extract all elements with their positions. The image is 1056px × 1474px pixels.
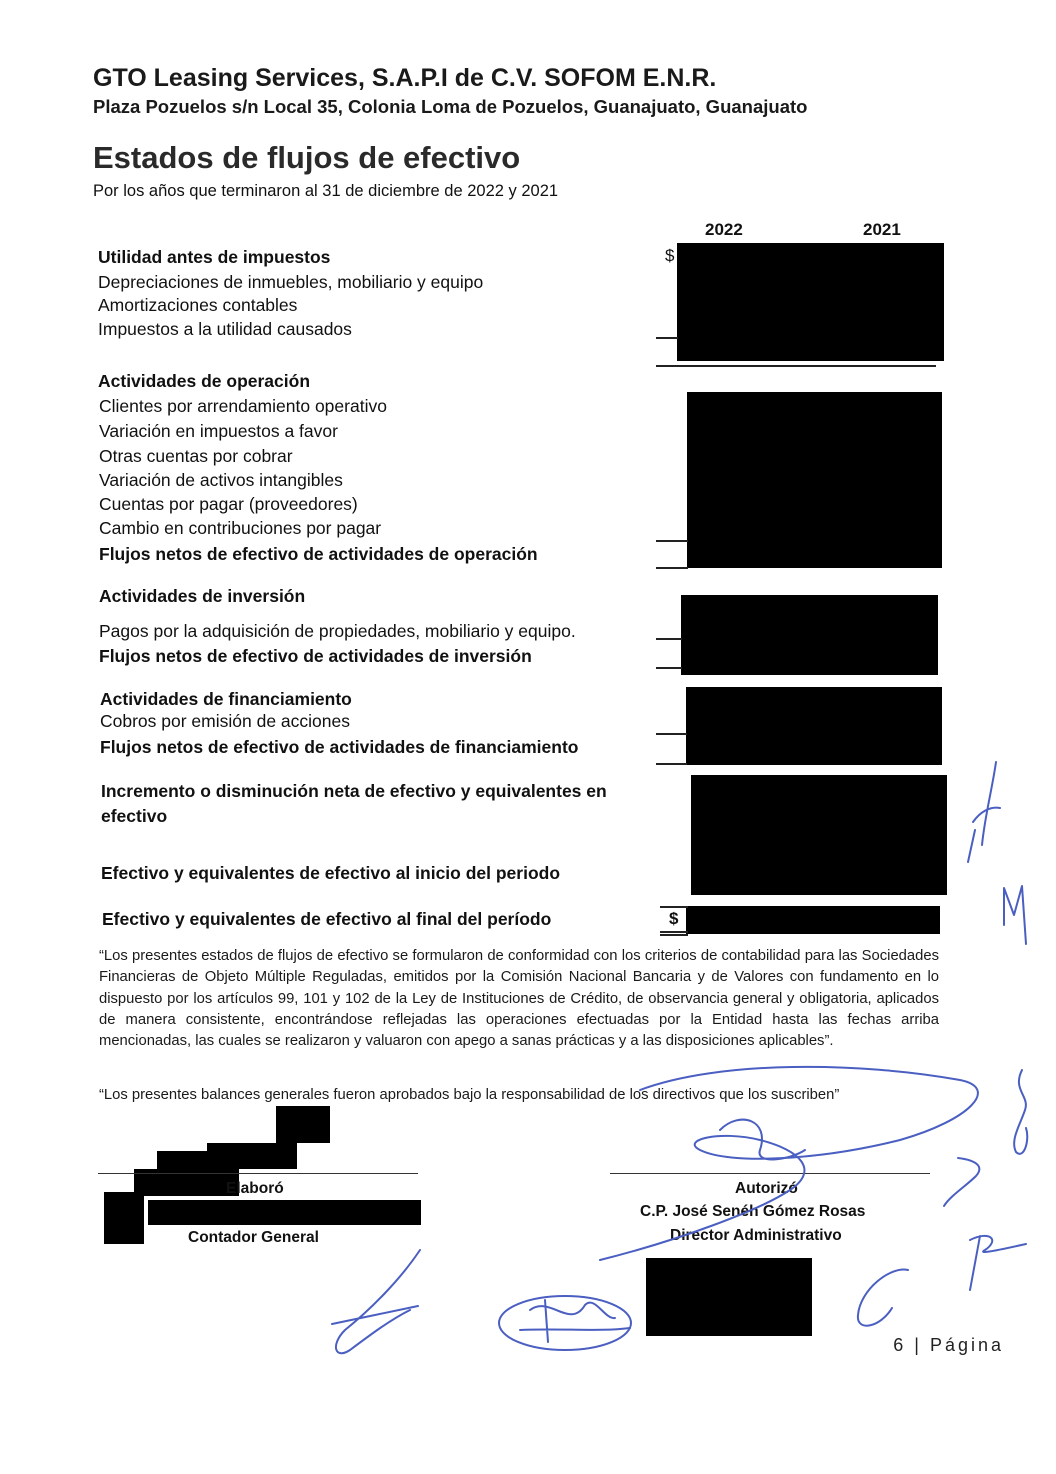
row-impuestos-causados: Impuestos a la utilidad causados	[98, 319, 352, 339]
row-cobros-acciones: Cobros por emisión de acciones	[100, 711, 350, 731]
currency-symbol-top: $	[665, 246, 675, 265]
title-director-administrativo: Director Administrativo	[670, 1227, 842, 1244]
role-autorizo: Autorizó	[735, 1180, 798, 1197]
role-elaboro: Elaboró	[226, 1180, 284, 1197]
row-incremento-line1: Incremento o disminución neta de efectivo y equivalentes en	[101, 781, 607, 801]
bottom-signature-1	[332, 1250, 420, 1353]
margin-initial-4	[944, 1158, 979, 1206]
row-flujos-inversion: Flujos netos de efectivo de actividades de inversión	[99, 646, 532, 666]
row-efectivo-final: Efectivo y equivalentes de efectivo al final del período	[102, 909, 552, 929]
margin-initial-2	[1004, 886, 1026, 944]
heading-financiamiento: Actividades de financiamiento	[100, 689, 352, 709]
authorizer-signature	[600, 1067, 978, 1260]
heading-inversion: Actividades de inversión	[99, 586, 306, 606]
row-incremento-line2: efectivo	[101, 806, 168, 826]
row-efectivo-inicio: Efectivo y equivalentes de efectivo al inicio del periodo	[101, 863, 561, 883]
statement-subtitle: Por los años que terminaron al 31 de diciembre de 2022 y 2021	[93, 182, 559, 200]
row-contribuciones: Cambio en contribuciones por pagar	[99, 518, 382, 538]
row-flujos-financiamiento: Flujos netos de efectivo de actividades de financiamiento	[100, 737, 579, 757]
year-2022-header: 2022	[705, 220, 743, 239]
approval-note: “Los presentes balances generales fueron aprobados bajo la responsabilidad de los directivos que los suscriben”	[99, 1087, 840, 1103]
title-contador-general: Contador General	[188, 1229, 319, 1246]
margin-initial-1	[968, 762, 1000, 862]
margin-initial-5	[970, 1236, 1026, 1290]
legal-note-paragraph: “Los presentes estados de flujos de efectivo se formularon de conformidad con los criterios de contabilidad para las Sociedades Financieras de Objeto Múltiple Reguladas, emitidos por la Comisión Nacional Bancaria y de Valores con fundamento en lo dispuesto por los artículos 99, 101 y 102 de la Ley de Instituciones de Crédito, de observancia general y obligatoria, aplicados de manera consistente, encontrándose reflejadas las operaciones efectuadas por la Entidad hasta las fechas arriba mencionadas, las cuales se realizaron y valuaron con apego a sanas prácticas y a las disposiciones aplicables”.	[99, 948, 939, 1050]
row-impuestos-favor: Variación en impuestos a favor	[99, 421, 338, 441]
row-pagos-adquisicion: Pagos por la adquisición de propiedades, mobiliario y equipo.	[99, 621, 576, 641]
bottom-signature-2	[499, 1296, 631, 1350]
row-amortizaciones: Amortizaciones contables	[98, 295, 298, 315]
page-number: 6 | Página	[893, 1335, 1004, 1355]
row-intangibles: Variación de activos intangibles	[99, 470, 343, 490]
row-flujos-operacion: Flujos netos de efectivo de actividades de operación	[99, 544, 538, 564]
row-proveedores: Cuentas por pagar (proveedores)	[99, 494, 358, 514]
margin-initial-6	[858, 1270, 908, 1326]
signer-name: C.P. José Senéh Gómez Rosas	[640, 1203, 866, 1220]
row-depreciaciones: Depreciaciones de inmuebles, mobiliario y equipo	[98, 272, 484, 292]
currency-symbol-final: $	[669, 909, 679, 928]
year-2021-header: 2021	[863, 220, 901, 239]
row-clientes: Clientes por arrendamiento operativo	[99, 396, 387, 416]
row-utilidad: Utilidad antes de impuestos	[98, 247, 331, 267]
heading-operacion: Actividades de operación	[98, 371, 311, 391]
row-otras-cuentas: Otras cuentas por cobrar	[99, 446, 293, 466]
company-address: Plaza Pozuelos s/n Local 35, Colonia Loma de Pozuelos, Guanajuato, Guanajuato	[93, 96, 808, 117]
margin-initial-3	[1014, 1070, 1027, 1154]
statement-title: Estados de flujos de efectivo	[93, 140, 521, 175]
company-name: GTO Leasing Services, S.A.P.I de C.V. SOFOM E.N.R.	[93, 64, 717, 92]
